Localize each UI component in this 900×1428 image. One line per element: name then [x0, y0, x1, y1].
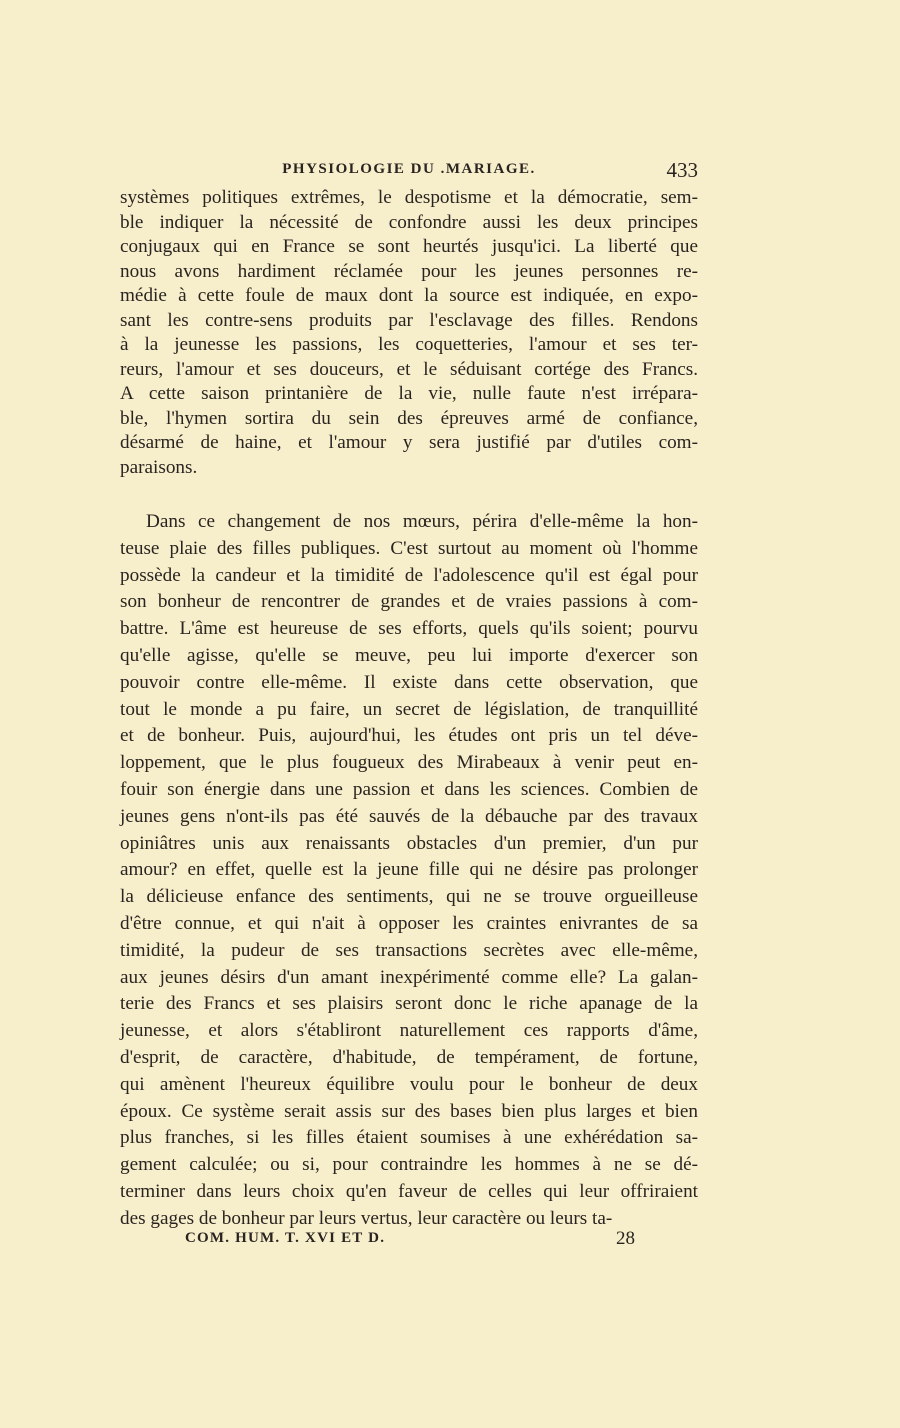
text-line: conjugaux qui en France se sont heurtés jusqu'ici. La liberté que: [120, 236, 698, 257]
text-line: sant les contre-sens produits par l'esclavage des filles. Rendons: [120, 309, 698, 331]
text-line: opiniâtres unis aux renaissants obstacles d'un premier, d'un pur: [120, 832, 698, 854]
paragraph-2: [120, 509, 698, 1233]
text-line: et de bonheur. Puis, aujourd'hui, les études ont pris un tel déve-: [120, 725, 698, 747]
text-line: des gages de bonheur par leurs vertus, leur caractère ou leurs ta-: [120, 1207, 613, 1229]
text-line: désarmé de haine, et l'amour y sera justifié par d'utiles com-: [120, 432, 698, 453]
text-line: possède la candeur et la timidité de l'adolescence qu'il est égal pour: [120, 564, 698, 586]
text-line: loppement, que le plus fougueux des Mirabeaux à venir peut en-: [120, 752, 698, 774]
page-footer: [185, 1228, 635, 1252]
text-line: terie des Francs et ses plaisirs seront donc le riche apanage de la: [120, 993, 698, 1015]
text-line: teuse plaie des filles publiques. C'est surtout au moment où l'homme: [120, 537, 698, 559]
text-line: ble, l'hymen sortira du sein des épreuves armé de confiance,: [120, 407, 698, 429]
text-line: battre. L'âme est heureuse de ses efforts, quels qu'ils soient; pourvu: [120, 618, 698, 640]
text-line: d'être connue, et qui n'ait à opposer les craintes enivrantes de sa: [120, 912, 698, 934]
text-line: gement calculée; ou si, pour contraindre les hommes à ne se dé-: [120, 1154, 698, 1176]
text-line: tout le monde a pu faire, un secret de législation, de tranquillité: [120, 698, 698, 720]
text-line: pouvoir contre elle-même. Il existe dans cette observation, que: [120, 671, 698, 693]
text-line: à la jeunesse les passions, les coquetteries, l'amour et ses ter-: [120, 334, 698, 355]
printer-signature: COM. HUM. T. XVI ET D.: [185, 1230, 386, 1246]
text-line: timidité, la pudeur de ses transactions secrètes avec elle-même,: [120, 939, 698, 961]
text-line: qu'elle agisse, qu'elle se meuve, peu lui importe d'exercer son: [120, 644, 698, 666]
text-line: Dans ce changement de nos mœurs, périra d'elle-même la hon-: [146, 511, 698, 532]
text-line: nous avons hardiment réclamée pour les jeunes personnes re-: [120, 260, 698, 282]
text-line: amour? en effet, quelle est la jeune fille qui ne désire pas prolonger: [120, 859, 698, 881]
text-line: ble indiquer la nécessité de confondre aussi les deux principes: [120, 211, 698, 233]
text-line: qui amènent l'heureux équilibre voulu pour le bonheur de deux: [120, 1073, 698, 1095]
sheet-number: 28: [616, 1228, 635, 1249]
text-line: A cette saison printanière de la vie, nulle faute n'est irrépara-: [120, 383, 698, 404]
text-line: son bonheur de rencontrer de grandes et de vraies passions à com-: [120, 591, 698, 613]
text-line: fouir son énergie dans une passion et dans les sciences. Combien de: [120, 778, 698, 800]
text-line: systèmes politiques extrêmes, le despotisme et la démocratie, sem-: [120, 187, 698, 208]
page-number: 433: [666, 158, 698, 182]
text-line: plus franches, si les filles étaient soumises à une exhérédation sa-: [120, 1127, 698, 1149]
text-line: aux jeunes désirs d'un amant inexpérimenté comme elle? La galan-: [120, 966, 698, 988]
text-line: reurs, l'amour et ses douceurs, et le séduisant cortége des Francs.: [120, 358, 698, 380]
paragraph-1: [120, 186, 698, 480]
text-line: paraisons.: [120, 456, 198, 478]
text-line: d'esprit, de caractère, d'habitude, de tempérament, de fortune,: [120, 1046, 698, 1068]
text-line: la délicieuse enfance des sentiments, qui ne se trouve orgueilleuse: [120, 886, 698, 908]
page-header: [120, 158, 698, 182]
text-line: époux. Ce système serait assis sur des bases bien plus larges et bien: [120, 1100, 698, 1122]
text-line: terminer dans leurs choix qu'en faveur de celles qui leur offriraient: [120, 1180, 698, 1202]
text-line: médie à cette foule de maux dont la source est indiquée, en expo-: [120, 285, 698, 306]
running-title: PHYSIOLOGIE DU .MARIAGE.: [282, 161, 536, 177]
text-line: jeunesse, et alors s'établiront naturellement ces rapports d'âme,: [120, 1020, 698, 1042]
text-line: jeunes gens n'ont-ils pas été sauvés de la débauche par des travaux: [120, 805, 698, 827]
